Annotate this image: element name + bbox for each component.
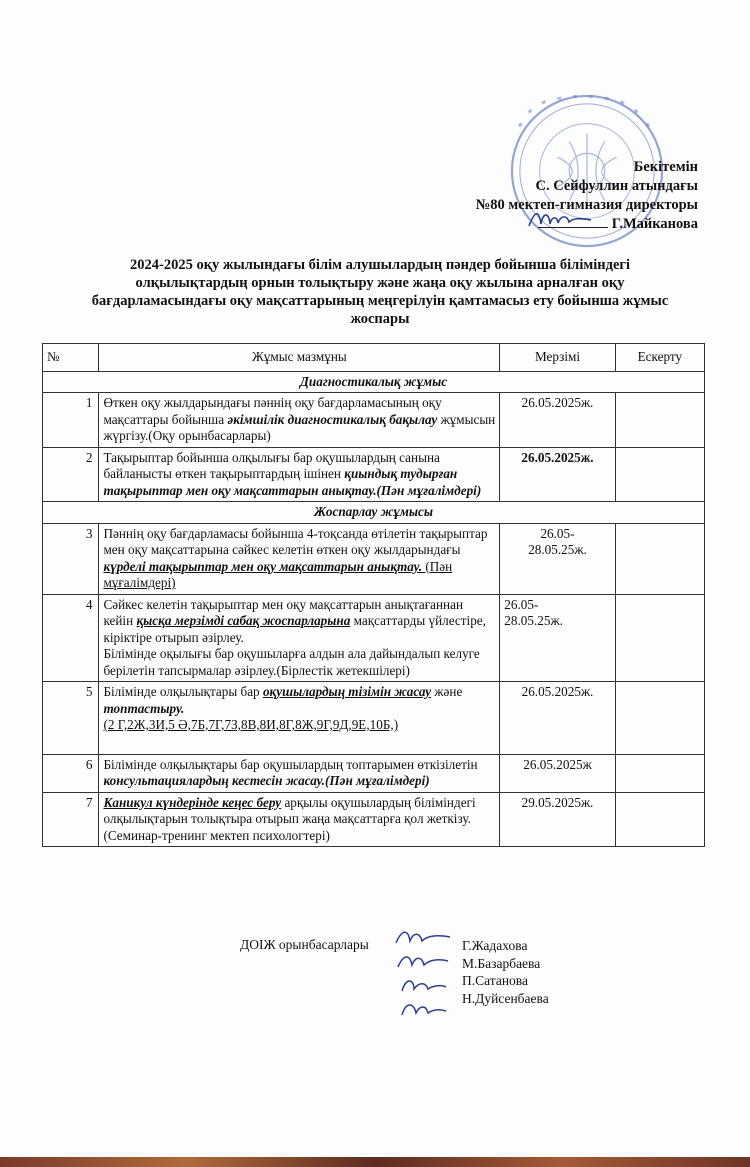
approval-heading: Бекітемін [633,159,698,175]
director-signature [525,206,595,232]
work-plan-table [42,343,705,847]
table-row [43,523,705,594]
row-deadline: 26.05.2025ж [500,754,615,792]
row-content: Өткен оқу жылдарындағы пәннің оқу бағдарламасының оқу мақсаттары бойынша әкімшілік диагностикалық бақылау жұмысын жүргізу.(Оқу орынбасарлары) [99,393,500,448]
document-title: 2024-2025 оқу жылындағы білім алушылардың пәндер бойынша біліміндегі олқылықтардың орнын толықтыру және жаңа оқу жылына арналған оқу бағдарламасындағы оқу мақсаттарының меңгерілуін қамтамасыз ету бойынша жұмыс жоспары [91,257,669,327]
row-number: 1 [43,393,99,448]
row-deadline: 26.05.2025ж. [500,393,615,448]
row-number: 7 [43,792,99,847]
table-row [43,792,705,847]
row-content: Білімінде олқылықтары бар оқушылардың тізімін жасау және топтастыру. (2 Г,2Ж,3И,5 Ә,7Б,7Г,7З,8В,8И,8Г,8Ж,9Г,9Д,9Е,10Б,) [99,682,500,755]
table-row [43,682,705,755]
deputies-names [462,937,549,1007]
header-note: Ескерту [615,344,704,372]
row-deadline: 26.05.2025ж. [500,447,615,502]
approval-position: №80 мектеп-гимназия директоры [475,197,698,213]
table-row [43,754,705,792]
row-note [615,754,704,792]
row-note [615,393,704,448]
section-title: Жоспарлау жұмысы [43,502,705,524]
row-deadline: 26.05.2025ж. [500,682,615,755]
director-name: Г.Майканова [611,216,698,232]
row-note [615,523,704,594]
row-note [615,594,704,682]
row-deadline: 29.05.2025ж. [500,792,615,847]
row-number: 2 [43,447,99,502]
row-content: Пәннің оқу бағдарламасы бойынша 4-тоқсанда өтілетін тақырыптар мен оқу мақсаттарына сәйкес келетін өткен оқу жылдарындағы күрделі тақырыптар мен оқу мақсаттарын анықтау. (Пән мұғалімдері) [99,523,500,594]
table-row [43,594,705,682]
row-number: 6 [43,754,99,792]
row-content: Білімінде олқылықтары бар оқушылардың топтарымен өткізілетін консультациялардың кестесін жасау.(Пән мұғалімдері) [99,754,500,792]
deputy-name: Н.Дуйсенбаева [462,990,549,1006]
scan-edge-strip [0,1157,750,1167]
row-content: Каникул күндерінде кеңес беру арқылы оқушылардың біліміндегі олқылықтарын толықтыра отырып жаңа мақсаттарға қол жеткізу.(Семинар-тренинг мектеп психологтері) [99,792,500,847]
row-number: 3 [43,523,99,594]
deputy-name: Г.Жадахова [462,938,528,953]
header-content: Жұмыс мазмұны [99,344,500,372]
row-note [615,682,704,755]
header-deadline: Мерзімі [500,344,615,372]
deputy-name: П.Сатанова [462,973,528,988]
deputies-label: ДОІЖ орынбасарлары [240,937,369,952]
deputy-name: М.Базарбаева [462,955,541,971]
table-row [43,393,705,448]
row-deadline: 26.05- 28.05.25ж. [500,594,615,682]
row-number: 4 [43,594,99,682]
section-title: Диагностикалық жұмыс [43,371,705,393]
row-content: Тақырыптар бойынша олқылығы бар оқушылардың санына байланысты өткен тақырыптардың ішінен қиындық тудырған тақырыптар мен оқу мақсаттарын анықтау.(Пән мұғалімдері) [99,447,500,502]
row-note [615,447,704,502]
row-deadline: 26.05- 28.05.25ж. [500,523,615,594]
row-content: Сәйкес келетін тақырыптар мен оқу мақсаттарын анықтағаннан кейін қысқа мерзімді сабақ жоспарларына мақсаттарды үйлестіре, кіріктіре отырып әзірлеу. Білімінде оқылығы бар оқушыларға алдын ала дайындалып келуге берілетін тапсырмалар әзірлеу.(Бірлестік жетекшілері) [99,594,500,682]
section-row-diagnostic [43,371,705,393]
approval-school: С. Сейфуллин атындағы [535,178,698,194]
header-number: № [43,344,99,372]
table-header-row [43,344,705,372]
row-note [615,792,704,847]
table-row [43,447,705,502]
section-row-planning [43,502,705,524]
deputies-signatures [388,925,458,1025]
row-number: 5 [43,682,99,755]
